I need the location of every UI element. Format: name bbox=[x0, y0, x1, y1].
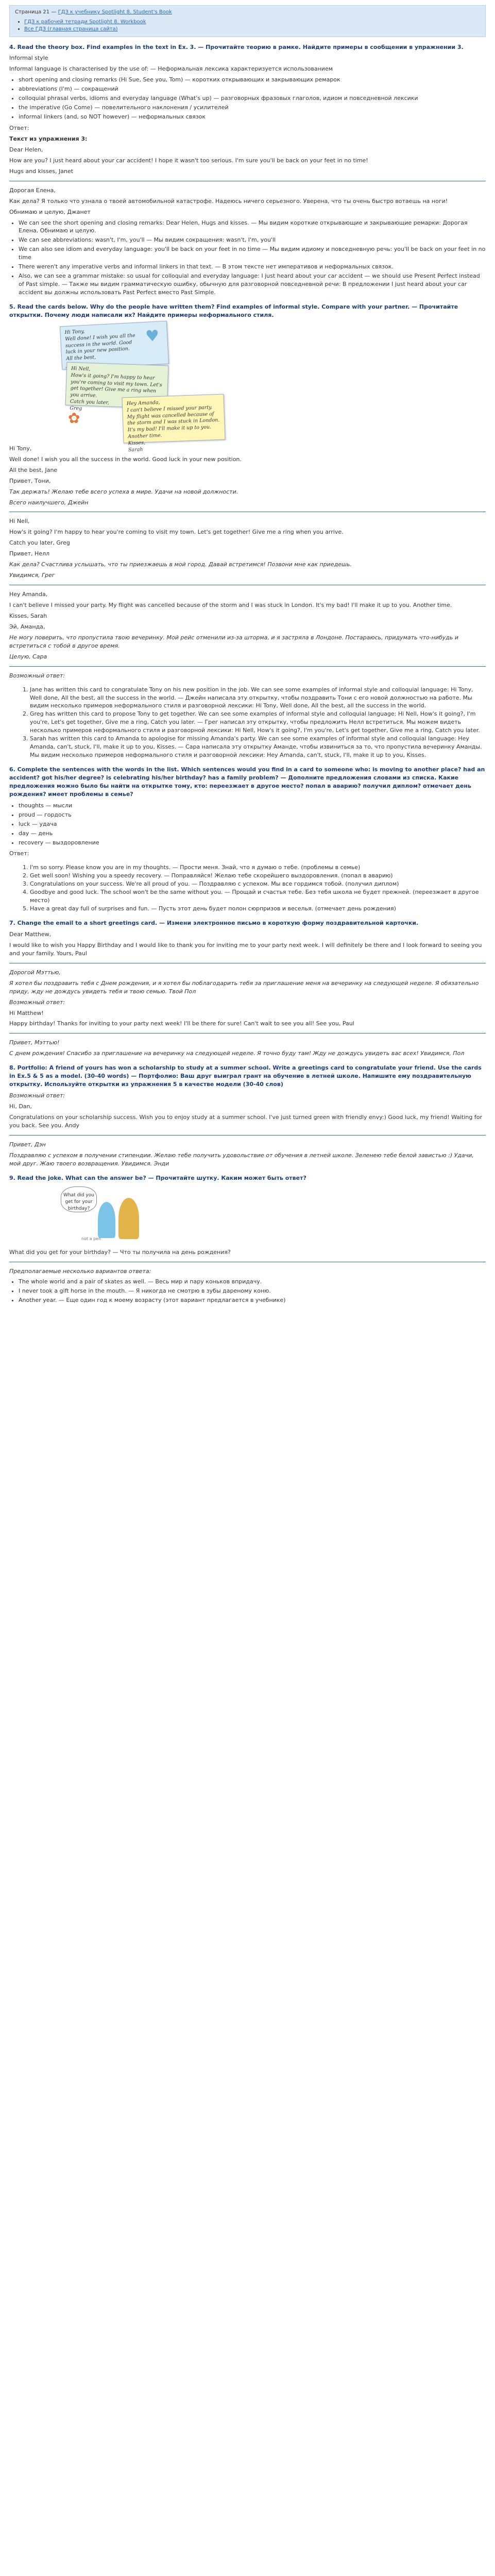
letter-line: Dear Helen, bbox=[9, 146, 43, 153]
theory-list bbox=[19, 76, 486, 121]
cards-illustration bbox=[61, 324, 220, 453]
cartoon-caption: not a pen bbox=[81, 1236, 101, 1241]
answer-list bbox=[19, 219, 486, 297]
letter-line: Обнимаю и целую, Джанет bbox=[9, 208, 91, 215]
speech-bubble: What did you get for your birthday? bbox=[61, 1187, 97, 1212]
list-item: • thoughts — мысли bbox=[19, 802, 486, 810]
block-line: Всего наилучшего, Джейн bbox=[9, 499, 89, 506]
woman-figure bbox=[118, 1198, 139, 1239]
list-item: • We can see abbreviations: wasn't, I'm, you'll — Мы видим сокращения: wasn't, I'm, you'll bbox=[19, 236, 486, 244]
email-line: Dear Matthew, bbox=[9, 930, 52, 938]
email-line: I would like to wish you Happy Birthday and I would like to thank you for inviting me to your party next week. I will definitely be there and I look forward to seeing you and your family. Yours, Paul bbox=[9, 941, 482, 957]
letter-line: How are you? I just heard about your car accident! I hope it wasn't too serious. I'm sure you'll be back on your feet in no time! bbox=[9, 157, 368, 164]
list-item: 2. Greg has written this card to propose Tony to get together. We can see some examples of informal style and colloquial language: Hi Nell, How's it going?, I'm you're, Let's get together, Give me a ring, Catch you later. — Грег написал эту открытку, чтобы предложить Нелл встретиться. Мы можем видеть несколько примеров неформального стиля и разговорной лексики: Hi Nell, How's it going?, I'm you're, Let's get together, Give me a ring, Catch you later. bbox=[30, 710, 486, 735]
list-item: • luck — удача bbox=[19, 820, 486, 828]
answer-label: Ответ: bbox=[9, 125, 29, 131]
answer-line: Hi, Dan, bbox=[9, 1103, 32, 1110]
card-amanda bbox=[122, 394, 226, 453]
answer-label: Возможный ответ: bbox=[9, 998, 65, 1006]
answer-line: Happy birthday! Thanks for inviting to your party next week! I'll be there for sure! Can't wait to see you all! See you, Paul bbox=[9, 1020, 354, 1027]
text-label: Текст из упражнения 3: bbox=[9, 135, 88, 142]
block-line: Well done! I wish you all the success in the world. Good luck in your new position. bbox=[9, 455, 242, 463]
task-6-title: 6. Complete the sentences with the words in the list. Which sentences would you find in a card to someone who: is moving to another place? had an accident? got his/her degree? is celebrating his/her birthday? has a family problem? — Дополните предложения словами из списка. Какие предложения можно было бы найти на открытке тому, кто: переезжает в другое место? попал в аварию? получил диплом? отмечает день рождения? имеет проблемы в семье? bbox=[9, 766, 485, 798]
list-item: 4. Goodbye and good luck. The school won't be the same without you. — Прощай и счастья тебе. Без тебя школа не будет прежней. (переезжает в другое место) bbox=[30, 888, 486, 905]
letter-line: Дорогая Елена, bbox=[9, 187, 56, 194]
block-line: All the best, Jane bbox=[9, 466, 58, 473]
list-item: 2. Get well soon! Wishing you a speedy recovery. — Поправляйся! Желаю тебе скорейшего выздоровления. (попал в аварию) bbox=[30, 872, 486, 880]
related-links bbox=[24, 19, 480, 33]
block-line: Hi Tony, bbox=[9, 445, 32, 452]
answer-label: Ответ: bbox=[9, 850, 29, 857]
list-item: • Also, we can see a grammar mistake: so usual for colloquial and everyday language: I just heard about your car accident — we should use Present Perfect instead of Past simple. — Также мы видим грамматическую ошибку, обычную для разговорной повседневной речи: В предложении I just heard about your car accident вы должны использовать Past Perfect вместо Past Simple. bbox=[19, 272, 486, 297]
breadcrumb bbox=[15, 9, 480, 16]
block-line: Так держать! Желаю тебе всего успеха в мире. Удачи на новой должности. bbox=[9, 488, 238, 495]
email-line: Дорогой Мэттью, bbox=[9, 969, 61, 976]
block-line: Kisses, Sarah bbox=[9, 612, 47, 619]
list-item: • day — день bbox=[19, 829, 486, 838]
answer-list bbox=[9, 863, 486, 913]
block-line: Catch you later, Greg bbox=[9, 539, 70, 547]
card-text: Hi Tony, Well done! I wish you all the success in the world. Good luck in your new position. All the best, bbox=[64, 328, 135, 362]
word-list bbox=[19, 802, 486, 847]
letter-line: Hugs and kisses, Janet bbox=[9, 167, 74, 175]
answer-line: С днем рождения! Спасибо за приглашение на вечеринку на следующей неделе. Я точно буду там! Жду не дождусь увидеть вас всех! Увидимся, Пол bbox=[9, 1050, 465, 1057]
block-line: Hi Nell, bbox=[9, 518, 30, 525]
answer-list bbox=[9, 686, 486, 759]
email-line: Я хотел бы поздравить тебя с Днем рождения, и я хотел бы поблагодарить тебя за приглашение меня на вечеринку на следующей неделе. Я обязательно приду, жду не дождусь увидеть тебя и твою семью. Твой Пол bbox=[9, 979, 479, 995]
block-line: I can't believe I missed your party. My flight was cancelled because of the storm and I was stuck in London. It's my bad! I'll make it up to you. Another time. bbox=[9, 602, 452, 608]
list-item: • short opening and closing remarks (Hi Sue, See you, Tom) — коротких открывающих и закрывающих ремарок bbox=[19, 76, 486, 84]
block-line: Не могу поверить, что пропустила твою вечеринку. Мой рейс отменили из-за шторма, и я застряла в Лондоне. Постараюсь, придумать что-нибудь и встретиться с тобой в другое время. bbox=[9, 634, 458, 649]
list-item: • Another year. — Еще один год к моему возрасту (этот вариант предлагается в учебнике) bbox=[19, 1296, 486, 1304]
list-item: • recovery — выздоровление bbox=[19, 839, 486, 847]
workbook-link[interactable]: ГДЗ к рабочей тетради Spotlight 8. Workbook bbox=[24, 19, 146, 25]
block-line: Привет, Тони, bbox=[9, 477, 51, 484]
block-line: Как дела? Счастлива услышать, что ты приезжаешь в мой город. Давай встретимся! Позвони мне как приедешь. bbox=[9, 561, 352, 568]
list-item: • The whole world and a pair of skates as well. — Весь мир и пару коньков впридачу. bbox=[19, 1278, 486, 1286]
letter-line: Как дела? Я только что узнала о твоей автомобильной катастрофе. Надеюсь ничего серьезного. Уверена, что ты очень быстро вотаешь на ноги! bbox=[9, 197, 448, 205]
list-item: 5. Have a great day full of surprises and fun. — Пусть этот день будет полон сюрпризов и веселья. (отмечает день рождения) bbox=[30, 905, 486, 913]
block-line: Привет, Нелл bbox=[9, 550, 50, 557]
list-item: • informal linkers (and, so NOT however) — неформальных связок bbox=[19, 113, 486, 121]
list-item: • We can also see idiom and everyday language: you'll be back on your feet in no time — Мы видим идиому и повседневную речь: you'll be back on your feet in no time bbox=[19, 245, 486, 262]
answer-line: Congratulations on your scholarship success. Wish you to enjoy study at a summer school. I've just turned green with friendly envy:) Good luck, my friend! Waiting for you back. See you. Andy bbox=[9, 1113, 482, 1129]
block-line: How's it going? I'm happy to hear you're coming to visit my town. Let's get together! Give me a ring when you arrive. bbox=[9, 529, 344, 536]
block-line: Hey Amanda, bbox=[9, 591, 48, 598]
answer-label: Возможный ответ: bbox=[9, 1092, 65, 1099]
list-item: 3. Sarah has written this card to Amanda to apologise for missing Amanda's party. We can see some examples of informal style and colloquial language: Hey Amanda, can't, stuck, I'll, make it up to you, Kisses. — Сара написала эту открытку Аманде, чтобы извиниться за то, что пропустила вечеринку Аманды. Мы видим несколько примеров неформального стиля и разговорной лексики: Hey Amanda, can't, stuck, I'll, make it up to you, Kisses. bbox=[30, 735, 486, 759]
breadcrumb-box bbox=[9, 5, 486, 37]
list-item: • colloquial phrasal verbs, idioms and everyday language (What's up) — разговорных фразовых глаголов, идиом и повседневной лексики bbox=[19, 94, 486, 103]
task-9-title: 9. Read the joke. What can the answer be? — Прочитайте шутку. Каким может быть ответ? bbox=[9, 1174, 306, 1181]
card-text: Hey Amanda, I can't believe I missed your party. My flight was cancelled because of the storm and I was stuck in London. It's my bad! I'll make it up to you. Another time. Kisses, Sarah bbox=[126, 399, 220, 453]
home-link[interactable]: Все ГДЗ (главная страница сайта) bbox=[24, 26, 118, 32]
girl-figure bbox=[98, 1202, 115, 1238]
list-item: • There weren't any imperative verbs and informal linkers in that text. — В этом тексте нет императивов и неформальных связок. bbox=[19, 263, 486, 271]
breadcrumb-link[interactable]: ГДЗ к учебнику Spotlight 8. Student's Book bbox=[58, 9, 172, 15]
task-4-title: 4. Read the theory box. Find examples in the text in Ex. 3. — Прочитайте теорию в рамке. Найдите примеры в сообщении в упражнении 3. bbox=[9, 43, 464, 50]
answer-line: Привет, Дэн bbox=[9, 1141, 46, 1148]
list-item: 3. Congratulations on your success. We're all proud of you. — Поздравляю с успехом. Мы все гордимся тобой. (получил диплом) bbox=[30, 880, 486, 888]
divider bbox=[9, 1135, 486, 1136]
list-item: • the imperative (Go Come) — повелительного наклонения / усилителей bbox=[19, 104, 486, 112]
task-5-title: 5. Read the cards below. Why do the people have written them? Find examples of informal style. Compare with your partner. — Прочитайте открытки. Почему люди написали их? Найдите примеры неформального стиля. bbox=[9, 303, 458, 318]
block-line: Увидимся, Грег bbox=[9, 572, 55, 579]
answer-line: Поздравляю с успехом в получении стипендии. Желаю тебе получить удовольствие от обучения в летней школе. Зеленею тебе белой завистью :) Удачи, мой друг. Жаю твоего возвращения. Увидимся. Энди bbox=[9, 1151, 474, 1167]
list-item: • I never took a gift horse in the mouth. — Я никогда не смотрю в зубы дареному коню. bbox=[19, 1287, 486, 1295]
theory-lead: Informal language is characterised by the use of: — Неформальная лексика характеризуется использованием bbox=[9, 65, 333, 73]
list-item: 1. I'm so sorry. Please know you are in my thoughts. — Прости меня. Знай, что я думаю о тебе. (проблемы в семье) bbox=[30, 863, 486, 872]
theory-box-title: Informal style bbox=[9, 55, 48, 62]
divider bbox=[9, 666, 486, 667]
cupcake-icon: ✿ bbox=[68, 409, 80, 427]
answer-label: Возможный ответ: bbox=[9, 672, 65, 679]
list-item: • abbreviations (I'm) — сокращений bbox=[19, 85, 486, 93]
answer-label: Предполагаемые несколько вариантов ответа: bbox=[9, 1267, 151, 1275]
answer-list bbox=[19, 1278, 486, 1304]
block-line: Целую, Сара bbox=[9, 653, 47, 660]
task-7-title: 7. Change the email to a short greetings card. — Измени электронное письмо в короткую форму поздравительной карточки. bbox=[9, 920, 419, 926]
list-item: 1. Jane has written this card to congratulate Tony on his new position in the job. We can see some examples of informal style and colloquial language: Hi Tony, Well done, All the best, all the success in the world. — Джейн написала эту открытку, чтобы поздравить Тони с его новой должностью на работе. Мы видим несколько примеров неформального стиля и разговорной лексики: Hi Tony, Well done, All the best, all the success in the world. bbox=[30, 686, 486, 710]
task-8-title: 8. Portfolio: A friend of yours has won a scholarship to study at a summer school. Write a greetings card to congratulate your friend. Use the cards in Ex.5 & 5 as a model. (30-40 words) — Портфолио: Ваш друг выиграл грант на обучение в летней школе. Напишите ему поздравительную открытку. Используйте открытки из упражнения 5 в качестве модели (30-40 слов) bbox=[9, 1064, 482, 1088]
heart-icon: ♥ bbox=[145, 327, 160, 346]
card-text: Hi Nell, How's it going? I'm happy to hear you're coming to visit my town. Let's get together! Give me a ring when you arrive. Catch you later, Greg bbox=[70, 365, 162, 412]
block-line: Эй, Аманда, bbox=[9, 623, 45, 630]
joke-cartoon bbox=[61, 1187, 148, 1243]
list-item: • We can see the short opening and closing remarks: Dear Helen, Hugs and kisses. — Мы видим короткие открывающие и закрывающие ремарки: Дорогая Елена, Обнимаю и целую. bbox=[19, 219, 486, 235]
answer-line: Привет, Мэттью! bbox=[9, 1039, 60, 1046]
list-item: • proud — гордость bbox=[19, 811, 486, 819]
joke-question: What did you get for your birthday? — Что ты получила на день рождения? bbox=[9, 1248, 231, 1256]
answer-line: Hi Matthew! bbox=[9, 1009, 44, 1016]
breadcrumb-prefix: Страница 21 — bbox=[15, 9, 57, 15]
